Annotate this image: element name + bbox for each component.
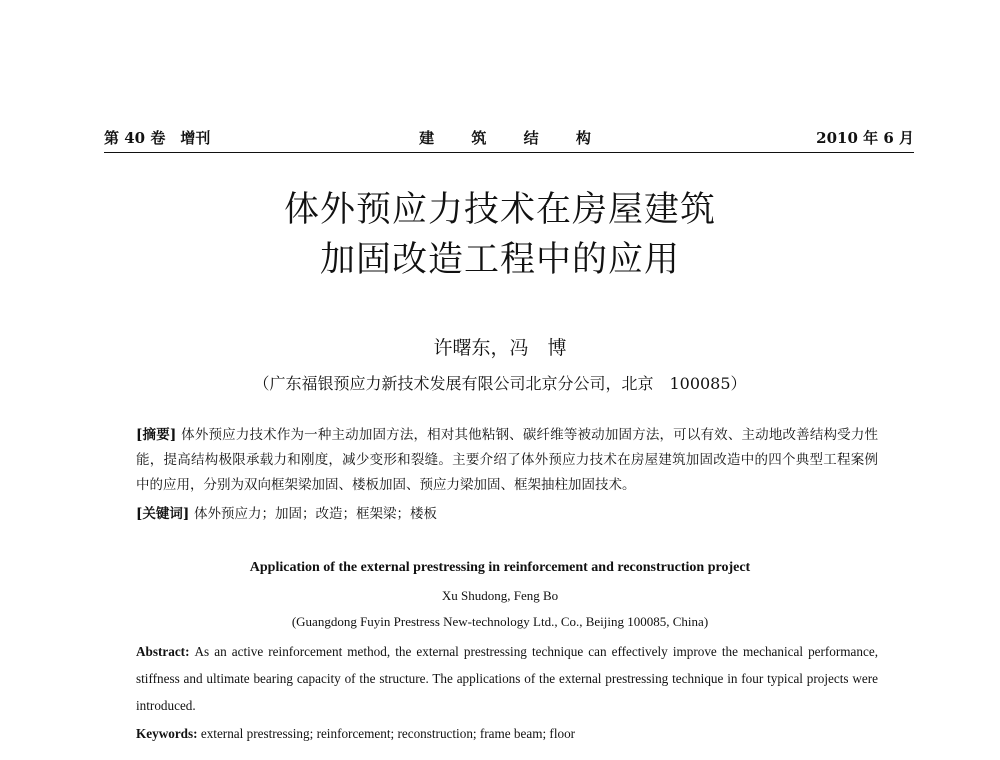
volume-label: 第 40 卷 增刊	[104, 129, 211, 147]
english-abstract-text: As an active reinforcement method, the external prestressing technique can effectively improve the mechanical performance, stiffness and ultimate bearing capacity of the structure. The applications of the external prestressing technique in four typical projects were introduced.	[136, 644, 879, 713]
english-keywords-text: external prestressing; reinforcement; reconstruction; frame beam; floor	[200, 726, 576, 741]
paper-title	[0, 185, 1000, 285]
keywords-cn-label: [关键词]	[136, 506, 194, 522]
english-keywords	[136, 720, 878, 747]
keywords-cn	[136, 502, 878, 527]
authors: 许曙东，冯 博	[433, 337, 567, 359]
title-line-1: 体外预应力技术在房屋建筑	[283, 190, 716, 230]
abstract-cn-label: [摘要]	[136, 427, 182, 443]
abstract-cn-text: 体外预应力技术作为一种主动加固方法，相对其他粘钢、碳纤维等被动加固方法，可以有效、主动地改善结构受力性能，提高结构极限承载力和刚度，减少变形和裂缝。主要介绍了体外预应力技术在房屋建筑加固改造中的四个典型工程案例中的应用，分别为双向框架梁加固、楼板加固、预应力梁加固、框架抽柱加固技术。	[136, 427, 879, 493]
english-abstract-label: Abstract:	[136, 644, 195, 659]
running-header	[104, 127, 914, 153]
english-authors: Xu Shudong, Feng Bo	[441, 588, 559, 603]
journal-name: 建 筑 结 构	[419, 129, 607, 147]
title-line-2: 加固改造工程中的应用	[319, 240, 680, 280]
abstract-cn	[136, 423, 878, 498]
keywords-cn-text: 体外预应力；加固；改造；框架梁；楼板	[193, 506, 437, 522]
issue-date: 2010 年 6 月	[816, 129, 914, 147]
english-title: Application of the external prestressing in reinforcement and reconstruction project	[249, 560, 751, 575]
english-abstract	[136, 638, 878, 719]
english-affiliation: (Guangdong Fuyin Prestress New-technology Ltd., Co., Beijing 100085, China)	[291, 614, 709, 629]
english-keywords-label: Keywords:	[136, 726, 201, 741]
header-rule	[104, 152, 914, 153]
affiliation: （广东福银预应力新技术发展有限公司北京分公司，北京 100085）	[253, 374, 747, 393]
